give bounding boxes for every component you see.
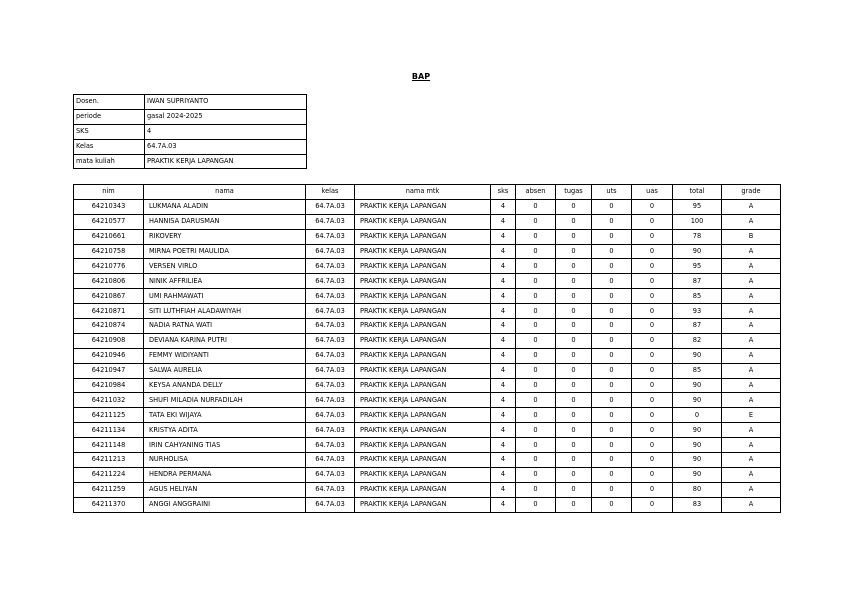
info-row	[74, 139, 307, 154]
cell-nim: 64210871	[74, 304, 144, 319]
column-header-uts: uts	[592, 185, 632, 200]
table-row	[74, 199, 781, 214]
cell-uas: 0	[632, 304, 673, 319]
cell-tugas: 0	[556, 497, 592, 512]
table-row	[74, 438, 781, 453]
cell-nim: 64211370	[74, 497, 144, 512]
info-value: 4	[145, 124, 307, 139]
table-row	[74, 363, 781, 378]
cell-total: 85	[673, 289, 722, 304]
cell-absen: 0	[516, 229, 556, 244]
cell-grade: A	[722, 482, 781, 497]
cell-total: 90	[673, 453, 722, 468]
cell-nim: 64210867	[74, 289, 144, 304]
cell-grade: B	[722, 229, 781, 244]
cell-nama: ANGGI ANGGRAINI	[144, 497, 306, 512]
cell-nama: AGUS HELIYAN	[144, 482, 306, 497]
cell-nim: 64210806	[74, 274, 144, 289]
cell-absen: 0	[516, 214, 556, 229]
cell-grade: A	[722, 244, 781, 259]
cell-nama-mtk: PRAKTIK KERJA LAPANGAN	[355, 467, 491, 482]
cell-sks: 4	[491, 453, 516, 468]
cell-uas: 0	[632, 244, 673, 259]
cell-nama: MIRNA POETRI MAULIDA	[144, 244, 306, 259]
table-row	[74, 393, 781, 408]
cell-sks: 4	[491, 378, 516, 393]
column-header-sks: sks	[491, 185, 516, 200]
cell-grade: A	[722, 423, 781, 438]
cell-sks: 4	[491, 214, 516, 229]
table-row	[74, 497, 781, 512]
cell-tugas: 0	[556, 408, 592, 423]
cell-nim: 64211032	[74, 393, 144, 408]
cell-uts: 0	[592, 467, 632, 482]
cell-nama-mtk: PRAKTIK KERJA LAPANGAN	[355, 259, 491, 274]
cell-absen: 0	[516, 482, 556, 497]
course-info-table	[73, 94, 307, 169]
cell-uas: 0	[632, 199, 673, 214]
info-row	[74, 95, 307, 110]
column-header-grade: grade	[722, 185, 781, 200]
cell-sks: 4	[491, 319, 516, 334]
cell-grade: A	[722, 497, 781, 512]
cell-total: 90	[673, 378, 722, 393]
cell-tugas: 0	[556, 304, 592, 319]
cell-nama: DEVIANA KARINA PUTRI	[144, 333, 306, 348]
table-row	[74, 408, 781, 423]
cell-total: 87	[673, 274, 722, 289]
cell-nama: NADIA RATNA WATI	[144, 319, 306, 334]
cell-sks: 4	[491, 393, 516, 408]
cell-total: 90	[673, 423, 722, 438]
cell-nama: KRISTYA ADITA	[144, 423, 306, 438]
cell-absen: 0	[516, 333, 556, 348]
table-row	[74, 348, 781, 363]
info-value: PRAKTIK KERJA LAPANGAN	[145, 154, 307, 169]
cell-nama-mtk: PRAKTIK KERJA LAPANGAN	[355, 482, 491, 497]
cell-absen: 0	[516, 289, 556, 304]
cell-nama: SHUFI MILADIA NURFADILAH	[144, 393, 306, 408]
cell-kelas: 64.7A.03	[306, 378, 355, 393]
cell-kelas: 64.7A.03	[306, 289, 355, 304]
cell-absen: 0	[516, 497, 556, 512]
cell-total: 90	[673, 348, 722, 363]
cell-absen: 0	[516, 259, 556, 274]
cell-nama-mtk: PRAKTIK KERJA LAPANGAN	[355, 348, 491, 363]
cell-absen: 0	[516, 319, 556, 334]
cell-nama-mtk: PRAKTIK KERJA LAPANGAN	[355, 229, 491, 244]
cell-sks: 4	[491, 363, 516, 378]
cell-sks: 4	[491, 304, 516, 319]
table-row	[74, 378, 781, 393]
cell-nama-mtk: PRAKTIK KERJA LAPANGAN	[355, 214, 491, 229]
cell-total: 87	[673, 319, 722, 334]
cell-nim: 64210661	[74, 229, 144, 244]
cell-uas: 0	[632, 378, 673, 393]
cell-nim: 64210908	[74, 333, 144, 348]
cell-uas: 0	[632, 482, 673, 497]
cell-nim: 64211125	[74, 408, 144, 423]
cell-total: 93	[673, 304, 722, 319]
column-header-nim: nim	[74, 185, 144, 200]
cell-uts: 0	[592, 378, 632, 393]
cell-nama-mtk: PRAKTIK KERJA LAPANGAN	[355, 378, 491, 393]
cell-nama-mtk: PRAKTIK KERJA LAPANGAN	[355, 244, 491, 259]
cell-nama-mtk: PRAKTIK KERJA LAPANGAN	[355, 453, 491, 468]
cell-nim: 64210577	[74, 214, 144, 229]
cell-sks: 4	[491, 229, 516, 244]
info-value: IWAN SUPRIYANTO	[145, 95, 307, 110]
cell-uts: 0	[592, 348, 632, 363]
cell-uts: 0	[592, 333, 632, 348]
cell-nama-mtk: PRAKTIK KERJA LAPANGAN	[355, 333, 491, 348]
cell-nama: HANNISA DARUSMAN	[144, 214, 306, 229]
info-label: Kelas	[74, 139, 145, 154]
cell-nim: 64210874	[74, 319, 144, 334]
cell-nama: IRIN CAHYANING TIAS	[144, 438, 306, 453]
cell-tugas: 0	[556, 378, 592, 393]
table-row	[74, 319, 781, 334]
cell-nim: 64211224	[74, 467, 144, 482]
cell-uas: 0	[632, 408, 673, 423]
cell-tugas: 0	[556, 274, 592, 289]
table-row	[74, 482, 781, 497]
cell-kelas: 64.7A.03	[306, 497, 355, 512]
cell-uas: 0	[632, 363, 673, 378]
cell-tugas: 0	[556, 438, 592, 453]
cell-kelas: 64.7A.03	[306, 438, 355, 453]
cell-nim: 64210343	[74, 199, 144, 214]
cell-kelas: 64.7A.03	[306, 304, 355, 319]
cell-nama-mtk: PRAKTIK KERJA LAPANGAN	[355, 393, 491, 408]
cell-nim: 64210946	[74, 348, 144, 363]
cell-nama-mtk: PRAKTIK KERJA LAPANGAN	[355, 274, 491, 289]
table-row	[74, 467, 781, 482]
table-row	[74, 229, 781, 244]
cell-grade: A	[722, 363, 781, 378]
cell-tugas: 0	[556, 348, 592, 363]
cell-total: 85	[673, 363, 722, 378]
cell-nim: 64210758	[74, 244, 144, 259]
cell-sks: 4	[491, 244, 516, 259]
info-value: gasal 2024-2025	[145, 109, 307, 124]
info-value: 64.7A.03	[145, 139, 307, 154]
cell-tugas: 0	[556, 319, 592, 334]
cell-sks: 4	[491, 497, 516, 512]
cell-tugas: 0	[556, 214, 592, 229]
cell-sks: 4	[491, 467, 516, 482]
cell-uas: 0	[632, 259, 673, 274]
column-header-absen: absen	[516, 185, 556, 200]
cell-grade: E	[722, 408, 781, 423]
cell-kelas: 64.7A.03	[306, 363, 355, 378]
cell-sks: 4	[491, 199, 516, 214]
cell-sks: 4	[491, 259, 516, 274]
cell-total: 80	[673, 482, 722, 497]
cell-uts: 0	[592, 408, 632, 423]
cell-tugas: 0	[556, 482, 592, 497]
cell-uts: 0	[592, 423, 632, 438]
cell-kelas: 64.7A.03	[306, 259, 355, 274]
cell-kelas: 64.7A.03	[306, 423, 355, 438]
cell-uas: 0	[632, 497, 673, 512]
cell-kelas: 64.7A.03	[306, 199, 355, 214]
cell-nim: 64211134	[74, 423, 144, 438]
cell-absen: 0	[516, 363, 556, 378]
cell-uas: 0	[632, 393, 673, 408]
cell-kelas: 64.7A.03	[306, 214, 355, 229]
cell-nama: UMI RAHMAWATI	[144, 289, 306, 304]
cell-total: 90	[673, 438, 722, 453]
cell-nim: 64210776	[74, 259, 144, 274]
cell-absen: 0	[516, 348, 556, 363]
cell-nama: RIKOVERY	[144, 229, 306, 244]
table-row	[74, 333, 781, 348]
column-header-uas: uas	[632, 185, 673, 200]
cell-kelas: 64.7A.03	[306, 229, 355, 244]
cell-sks: 4	[491, 289, 516, 304]
cell-grade: A	[722, 467, 781, 482]
cell-total: 95	[673, 199, 722, 214]
cell-grade: A	[722, 453, 781, 468]
grades-header-row	[74, 185, 781, 200]
cell-grade: A	[722, 214, 781, 229]
cell-absen: 0	[516, 244, 556, 259]
cell-grade: A	[722, 259, 781, 274]
cell-total: 90	[673, 244, 722, 259]
cell-sks: 4	[491, 438, 516, 453]
cell-uas: 0	[632, 214, 673, 229]
cell-total: 90	[673, 467, 722, 482]
cell-nama-mtk: PRAKTIK KERJA LAPANGAN	[355, 408, 491, 423]
column-header-tugas: tugas	[556, 185, 592, 200]
cell-uts: 0	[592, 482, 632, 497]
cell-tugas: 0	[556, 393, 592, 408]
cell-kelas: 64.7A.03	[306, 453, 355, 468]
info-row	[74, 154, 307, 169]
cell-tugas: 0	[556, 289, 592, 304]
column-header-kelas: kelas	[306, 185, 355, 200]
table-row	[74, 214, 781, 229]
table-row	[74, 244, 781, 259]
cell-uas: 0	[632, 289, 673, 304]
cell-nama: NURHOLISA	[144, 453, 306, 468]
info-label: Dosen.	[74, 95, 145, 110]
cell-tugas: 0	[556, 199, 592, 214]
cell-nama: KEYSA ANANDA DELLY	[144, 378, 306, 393]
cell-uas: 0	[632, 274, 673, 289]
cell-tugas: 0	[556, 229, 592, 244]
cell-uts: 0	[592, 304, 632, 319]
cell-uts: 0	[592, 274, 632, 289]
cell-grade: A	[722, 348, 781, 363]
table-row	[74, 259, 781, 274]
cell-nama: NINIK AFFRILIEA	[144, 274, 306, 289]
cell-sks: 4	[491, 482, 516, 497]
cell-kelas: 64.7A.03	[306, 393, 355, 408]
cell-nama: SITI LUTHFIAH ALADAWIYAH	[144, 304, 306, 319]
cell-uts: 0	[592, 497, 632, 512]
cell-uts: 0	[592, 363, 632, 378]
cell-nama-mtk: PRAKTIK KERJA LAPANGAN	[355, 199, 491, 214]
cell-total: 100	[673, 214, 722, 229]
cell-kelas: 64.7A.03	[306, 274, 355, 289]
cell-total: 95	[673, 259, 722, 274]
cell-tugas: 0	[556, 333, 592, 348]
cell-grade: A	[722, 274, 781, 289]
cell-absen: 0	[516, 274, 556, 289]
grades-table	[73, 184, 781, 513]
cell-total: 90	[673, 393, 722, 408]
cell-total: 0	[673, 408, 722, 423]
cell-absen: 0	[516, 467, 556, 482]
cell-kelas: 64.7A.03	[306, 408, 355, 423]
cell-nama: LUKMANA ALADIN	[144, 199, 306, 214]
cell-nim: 64210984	[74, 378, 144, 393]
cell-total: 83	[673, 497, 722, 512]
cell-grade: A	[722, 199, 781, 214]
cell-total: 78	[673, 229, 722, 244]
cell-absen: 0	[516, 408, 556, 423]
cell-nama: HENDRA PERMANA	[144, 467, 306, 482]
info-label: SKS	[74, 124, 145, 139]
cell-tugas: 0	[556, 423, 592, 438]
cell-grade: A	[722, 319, 781, 334]
cell-nama-mtk: PRAKTIK KERJA LAPANGAN	[355, 423, 491, 438]
cell-sks: 4	[491, 333, 516, 348]
cell-nim: 64211213	[74, 453, 144, 468]
cell-uas: 0	[632, 423, 673, 438]
info-row	[74, 124, 307, 139]
cell-absen: 0	[516, 453, 556, 468]
cell-uts: 0	[592, 244, 632, 259]
cell-uts: 0	[592, 214, 632, 229]
column-header-total: total	[673, 185, 722, 200]
cell-grade: A	[722, 438, 781, 453]
cell-nama-mtk: PRAKTIK KERJA LAPANGAN	[355, 289, 491, 304]
table-row	[74, 423, 781, 438]
cell-tugas: 0	[556, 453, 592, 468]
cell-kelas: 64.7A.03	[306, 467, 355, 482]
cell-tugas: 0	[556, 259, 592, 274]
cell-uts: 0	[592, 289, 632, 304]
cell-sks: 4	[491, 348, 516, 363]
cell-uas: 0	[632, 229, 673, 244]
cell-absen: 0	[516, 438, 556, 453]
cell-uts: 0	[592, 229, 632, 244]
cell-tugas: 0	[556, 244, 592, 259]
table-row	[74, 274, 781, 289]
cell-nim: 64211148	[74, 438, 144, 453]
cell-uas: 0	[632, 319, 673, 334]
cell-grade: A	[722, 393, 781, 408]
info-row	[74, 109, 307, 124]
cell-grade: A	[722, 289, 781, 304]
cell-uts: 0	[592, 259, 632, 274]
document-title: BAP	[411, 72, 431, 81]
cell-grade: A	[722, 333, 781, 348]
cell-sks: 4	[491, 423, 516, 438]
cell-nama-mtk: PRAKTIK KERJA LAPANGAN	[355, 438, 491, 453]
cell-sks: 4	[491, 274, 516, 289]
cell-absen: 0	[516, 199, 556, 214]
cell-absen: 0	[516, 304, 556, 319]
cell-uts: 0	[592, 393, 632, 408]
cell-grade: A	[722, 304, 781, 319]
cell-uts: 0	[592, 319, 632, 334]
cell-uts: 0	[592, 199, 632, 214]
cell-kelas: 64.7A.03	[306, 348, 355, 363]
cell-nama-mtk: PRAKTIK KERJA LAPANGAN	[355, 304, 491, 319]
cell-uas: 0	[632, 453, 673, 468]
info-label: periode	[74, 109, 145, 124]
cell-kelas: 64.7A.03	[306, 244, 355, 259]
cell-absen: 0	[516, 393, 556, 408]
cell-sks: 4	[491, 408, 516, 423]
cell-kelas: 64.7A.03	[306, 333, 355, 348]
cell-tugas: 0	[556, 467, 592, 482]
cell-nama: FEMMY WIDIYANTI	[144, 348, 306, 363]
cell-nama: TATA EKI WIJAYA	[144, 408, 306, 423]
table-row	[74, 453, 781, 468]
cell-absen: 0	[516, 423, 556, 438]
column-header-nama: nama	[144, 185, 306, 200]
cell-nama: VERSEN VIRLO	[144, 259, 306, 274]
cell-nama-mtk: PRAKTIK KERJA LAPANGAN	[355, 319, 491, 334]
cell-uas: 0	[632, 438, 673, 453]
cell-uas: 0	[632, 348, 673, 363]
info-label: mata kuliah	[74, 154, 145, 169]
column-header-nama-mtk: nama mtk	[355, 185, 491, 200]
table-row	[74, 289, 781, 304]
cell-uts: 0	[592, 438, 632, 453]
cell-uas: 0	[632, 333, 673, 348]
cell-kelas: 64.7A.03	[306, 482, 355, 497]
cell-nim: 64210947	[74, 363, 144, 378]
cell-nama: SALWA AURELIA	[144, 363, 306, 378]
cell-total: 82	[673, 333, 722, 348]
cell-nim: 64211259	[74, 482, 144, 497]
cell-absen: 0	[516, 378, 556, 393]
cell-kelas: 64.7A.03	[306, 319, 355, 334]
cell-uts: 0	[592, 453, 632, 468]
cell-nama-mtk: PRAKTIK KERJA LAPANGAN	[355, 363, 491, 378]
cell-tugas: 0	[556, 363, 592, 378]
cell-nama-mtk: PRAKTIK KERJA LAPANGAN	[355, 497, 491, 512]
table-row	[74, 304, 781, 319]
cell-uas: 0	[632, 467, 673, 482]
cell-grade: A	[722, 378, 781, 393]
